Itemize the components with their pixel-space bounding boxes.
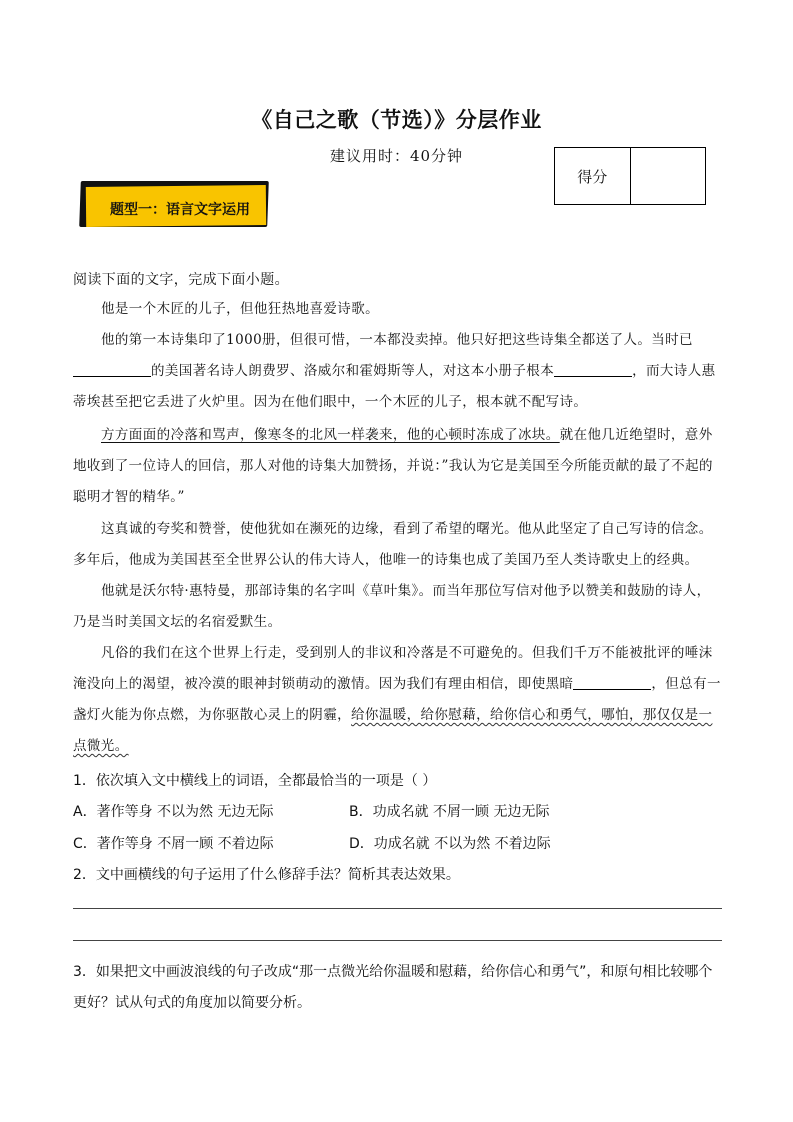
answer-line[interactable] — [73, 940, 722, 941]
option-b[interactable]: B．功成名就 不屑一顾 无边无际 — [349, 804, 550, 820]
passage-text: ，而大诗人惠蒂埃甚至把它丢进了火炉里。因为在他们眼中，一个木匠的儿子，根本就不配写诗。 — [73, 363, 716, 410]
passage-text: 他就是沃尔特·惠特曼，那部诗集的名字叫《草叶集》。而当年那位写信对他予以赞美和鼓励的诗人，乃是当时美国文坛的名宿爱默生。 — [73, 583, 711, 630]
passage-paragraph-3 — [73, 420, 723, 513]
option-c[interactable]: C．著作等身 不屑一顾 不着边际 — [73, 836, 274, 852]
fill-blank-3[interactable] — [573, 675, 651, 690]
passage-text: 这真诚的夸奖和赞誉，使他犹如在濒死的边缘，看到了希望的曙光。他从此坚定了自己写诗的信念。多年后，他成为美国甚至全世界公认的伟大诗人，他唯一的诗集也成了美国乃至人类诗歌史上的经典。 — [73, 521, 713, 568]
answer-line[interactable] — [73, 908, 722, 909]
option-d[interactable]: D．功成名就 不以为然 不着边际 — [349, 836, 551, 852]
option-a[interactable]: A．著作等身 不以为然 无边无际 — [73, 804, 274, 820]
passage-text: 就在他几近绝望时，意外地收到了一位诗人的回信，那人对他的诗集大加赞扬，并说：”我认为它是美国至今所能贡献的最了不起的聪明才智的精华。” — [73, 427, 713, 505]
passage-text: 他的第一本诗集印了1000册，但很可惜，一本都没卖掉。他只好把这些诗集全都送了人。当时已 — [101, 332, 693, 348]
passage-paragraph-5 — [73, 576, 723, 638]
score-value-field[interactable] — [630, 148, 706, 204]
page-title: 《自己之歌（节选）》分层作业 — [251, 108, 542, 132]
passage-text: 他是一个木匠的儿子，但他狂热地喜爱诗歌。 — [101, 301, 379, 317]
score-box — [554, 147, 706, 205]
question-3: 3．如果把文中画波浪线的句子改成“那一点微光给你温暖和慰藉，给你信心和勇气”，和原句相比较哪个更好？试从句式的角度加以简要分析。 — [73, 964, 713, 1011]
passage-paragraph-6 — [73, 638, 723, 762]
underlined-sentence: 方方面面的冷落和骂声，像寒冬的北风一样袭来，他的心顿时冻成了冰块。 — [101, 427, 560, 443]
fill-blank-2[interactable] — [554, 362, 632, 377]
instruction: 阅读下面的文字，完成下面小题。 — [73, 272, 289, 288]
score-label: 得分 — [577, 167, 608, 186]
suggested-time: 建议用时：40分钟 — [329, 147, 464, 165]
passage-paragraph-4 — [73, 514, 723, 576]
question-1: 1．依次填入文中横线上的词语，全都最恰当的一项是（ ） — [73, 773, 437, 789]
passage-text: 凡俗的我们在这个世界上行走，受到别人的非议和冷落是不可避免的。但我们千万不能被批评的唾沫淹没向上的渴望，被冷漠的眼神封锁萌动的激情。因为我们有理由相信，即使黑暗 — [73, 645, 713, 692]
wavy-underlined-sentence: 给你温暖，给你慰藉，给你信心和勇气，哪怕，那仅仅是一点微光。 — [73, 707, 713, 754]
passage-text: ，但总有一盏灯火能为你点燃，为你驱散心灵上的阴霾， — [73, 676, 721, 723]
passage-paragraph-2 — [73, 325, 723, 418]
section-tag-label: 题型一：语言文字运用 — [110, 202, 250, 218]
question-2: 2．文中画横线的句子运用了什么修辞手法？简析其表达效果。 — [73, 867, 460, 883]
passage-paragraph-1 — [73, 294, 723, 325]
passage-text: 的美国著名诗人朗费罗、洛威尔和霍姆斯等人，对这本小册子根本 — [151, 363, 555, 379]
fill-blank-1[interactable] — [73, 362, 151, 377]
section-tag — [80, 181, 270, 229]
